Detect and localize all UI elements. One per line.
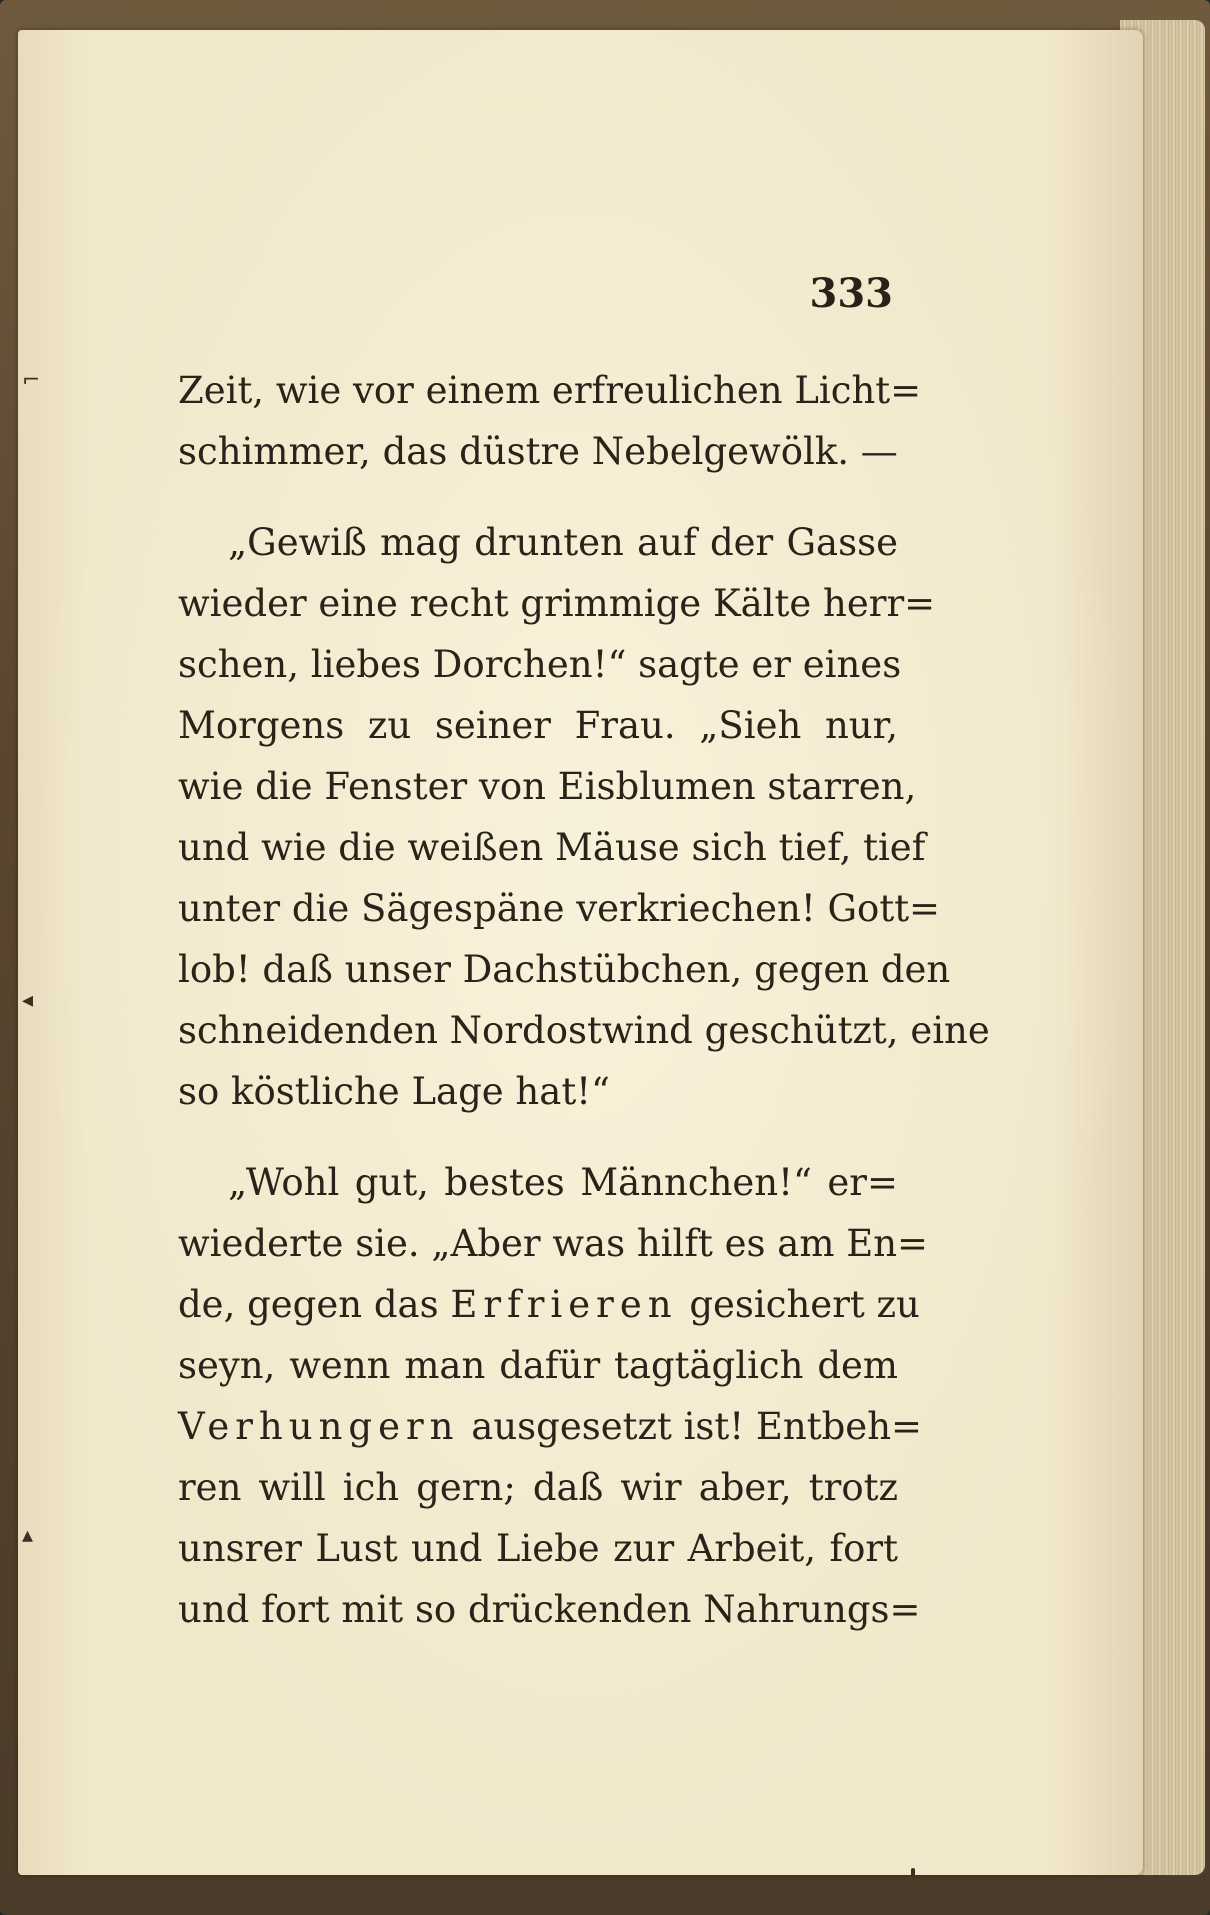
text-fragment: gesichert zu	[677, 1283, 920, 1326]
text-line: „Wohl gut, bestes Männchen!“ er=	[228, 1161, 898, 1204]
text-line: schneidenden Nordostwind geschützt, eine	[178, 1009, 990, 1052]
text-line: ren will ich gern; daß wir aber, trotz	[178, 1466, 898, 1509]
gutter-marks	[18, 30, 48, 1875]
text-line: und wie die weißen Mäuse sich tief, tief	[178, 826, 926, 869]
text-line: schimmer, das düstre Nebelgewölk. —	[178, 430, 898, 473]
page-number: 333	[809, 270, 893, 317]
gutter-caret-mark: ▴	[22, 1523, 34, 1548]
body-text	[178, 360, 990, 1640]
paragraph-gap	[178, 1122, 898, 1152]
text-line: unsrer Lust und Liebe zur Arbeit, fort	[178, 1527, 898, 1570]
ink-speck	[911, 1868, 915, 1876]
text-line	[178, 1396, 923, 1457]
text-line: Zeit, wie vor einem erfreulichen Licht=	[178, 369, 922, 412]
text-line: so köstliche Lage hat!“	[178, 1070, 610, 1113]
book-page	[18, 30, 1143, 1875]
text-line: und fort mit so drückenden Nahrungs=	[178, 1588, 921, 1631]
text-fragment: ausgesetzt ist! Entbeh=	[459, 1405, 923, 1448]
spaced-emphasis: Verhungern	[178, 1405, 460, 1448]
text-line: wiederte sie. „Aber was hilft es am En=	[178, 1222, 929, 1265]
spaced-emphasis: Erfrieren	[450, 1283, 678, 1326]
text-line	[178, 1274, 920, 1335]
text-line: wie die Fenster von Eisblumen starren,	[178, 765, 917, 808]
paragraph-gap	[178, 482, 898, 512]
text-line: lob! daß unser Dachstübchen, gegen den	[178, 948, 951, 991]
text-line: Morgens zu seiner Frau. „Sieh nur,	[178, 704, 898, 747]
text-line: seyn, wenn man dafür tagtäglich dem	[178, 1344, 898, 1387]
gutter-arrow-mark: ◂	[22, 988, 34, 1013]
text-line: unter die Sägespäne verkriechen! Gott=	[178, 887, 941, 930]
text-line: „Gewiß mag drunten auf der Gasse	[228, 521, 898, 564]
gutter-tick-mark: ⌐	[22, 368, 41, 393]
text-line: wieder eine recht grimmige Kälte herr=	[178, 582, 936, 625]
text-line: schen, liebes Dorchen!“ sagte er eines	[178, 643, 902, 686]
text-fragment: de, gegen das	[178, 1283, 451, 1326]
